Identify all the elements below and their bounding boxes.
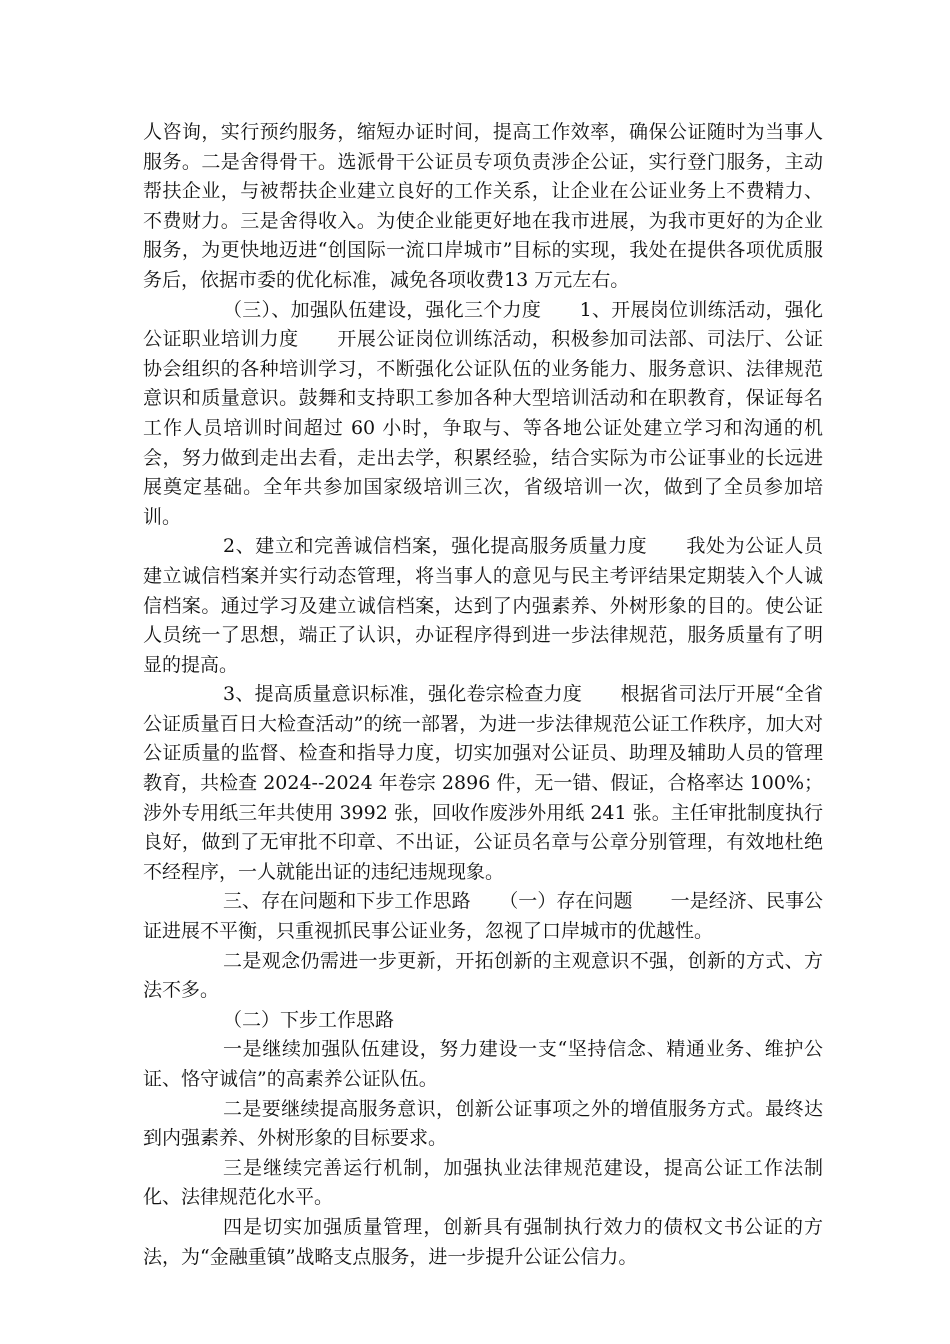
paragraph-4: 3、提高质量意识标准，强化卷宗检查力度 根据省司法厅开展“全省公证质量百日大检查活动”的统一部署，为进一步法律规范公证工作秩序，加大对公证质量的监督、检查和指导力度，切实加强对公证员、助理及辅助人员的管理教育，共检查 2024--2024 年卷宗 2896 件，无一错、假证，合格率达 100%；涉外专用纸三年共使用 3992 张，回收作废涉外用纸 241 张。主任审批制度执行良好，做到了无审批不印章、不出证，公证员名章与公章分别管理，有效地杜绝不经程序，一人就能出证的违纪违规现象。	[143, 683, 823, 883]
paragraph-7: （二）下步工作思路	[223, 1008, 395, 1031]
paragraph-8: 一是继续加强队伍建设，努力建设一支“坚持信念、精通业务、维护公证、恪守诚信”的高素养公证队伍。	[143, 1038, 823, 1090]
paragraph-2: （三）、加强队伍建设，强化三个力度 1、开展岗位训练活动，强化公证职业培训力度 开展公证岗位训练活动，积极参加司法部、司法厅、公证协会组织的各种培训学习，不断强化公证队伍的业务能力、服务意识、法律规范意识和质量意识。鼓舞和支持职工参加各种大型培训活动和在职教育，保证每名工作人员培训时间超过 60 小时，争取与、等各地公证处建立学习和沟通的机会，努力做到走出去看，走出去学，积累经验，结合实际为市公证事业的长远进展奠定基础。全年共参加国家级培训三次，省级培训一次，做到了全员参加培训。	[143, 298, 823, 528]
paragraph-10: 三是继续完善运行机制，加强执业法律规范建设，提高公证工作法制化、法律规范化水平。	[143, 1156, 823, 1209]
paragraph-3: 2、建立和完善诚信档案，强化提高服务质量力度 我处为公证人员建立诚信档案并实行动态管理，将当事人的意见与民主考评结果定期装入个人诚信档案。通过学习及建立诚信档案，达到了内强素养、外树形象的目的。使公证人员统一了思想，端正了认识，办证程序得到进一步法律规范，服务质量有了明显的提高。	[143, 535, 823, 676]
paragraph-5: 三、存在问题和下步工作思路 （一）存在问题 一是经济、民事公证进展不平衡，只重视抓民事公证业务，忽视了口岸城市的优越性。	[143, 890, 823, 943]
paragraph-11: 四是切实加强质量管理，创新具有强制执行效力的债权文书公证的方法，为“金融重镇”战略支点服务，进一步提升公证公信力。	[143, 1215, 823, 1268]
paragraph-9: 二是要继续提高服务意识，创新公证事项之外的增值服务方式。最终达到内强素养、外树形象的目标要求。	[143, 1097, 823, 1150]
paragraph-6: 二是观念仍需进一步更新，开拓创新的主观意识不强，创新的方式、方法不多。	[143, 949, 823, 1002]
document-body	[143, 118, 823, 1272]
paragraph-1: 人咨询，实行预约服务，缩短办证时间，提高工作效率，确保公证随时为当事人服务。二是舍得骨干。选派骨干公证员专项负责涉企公证，实行登门服务，主动帮扶企业，与被帮扶企业建立良好的工作关系，让企业在公证业务上不费精力、不费财力。三是舍得收入。为使企业能更好地在我市进展，为我市更好的为企业服务，为更快地迈进“创国际一流口岸城市”目标的实现，我处在提供各项优质服务后，依据市委的优化标准，减免各项收费13 万元左右。	[143, 121, 823, 291]
